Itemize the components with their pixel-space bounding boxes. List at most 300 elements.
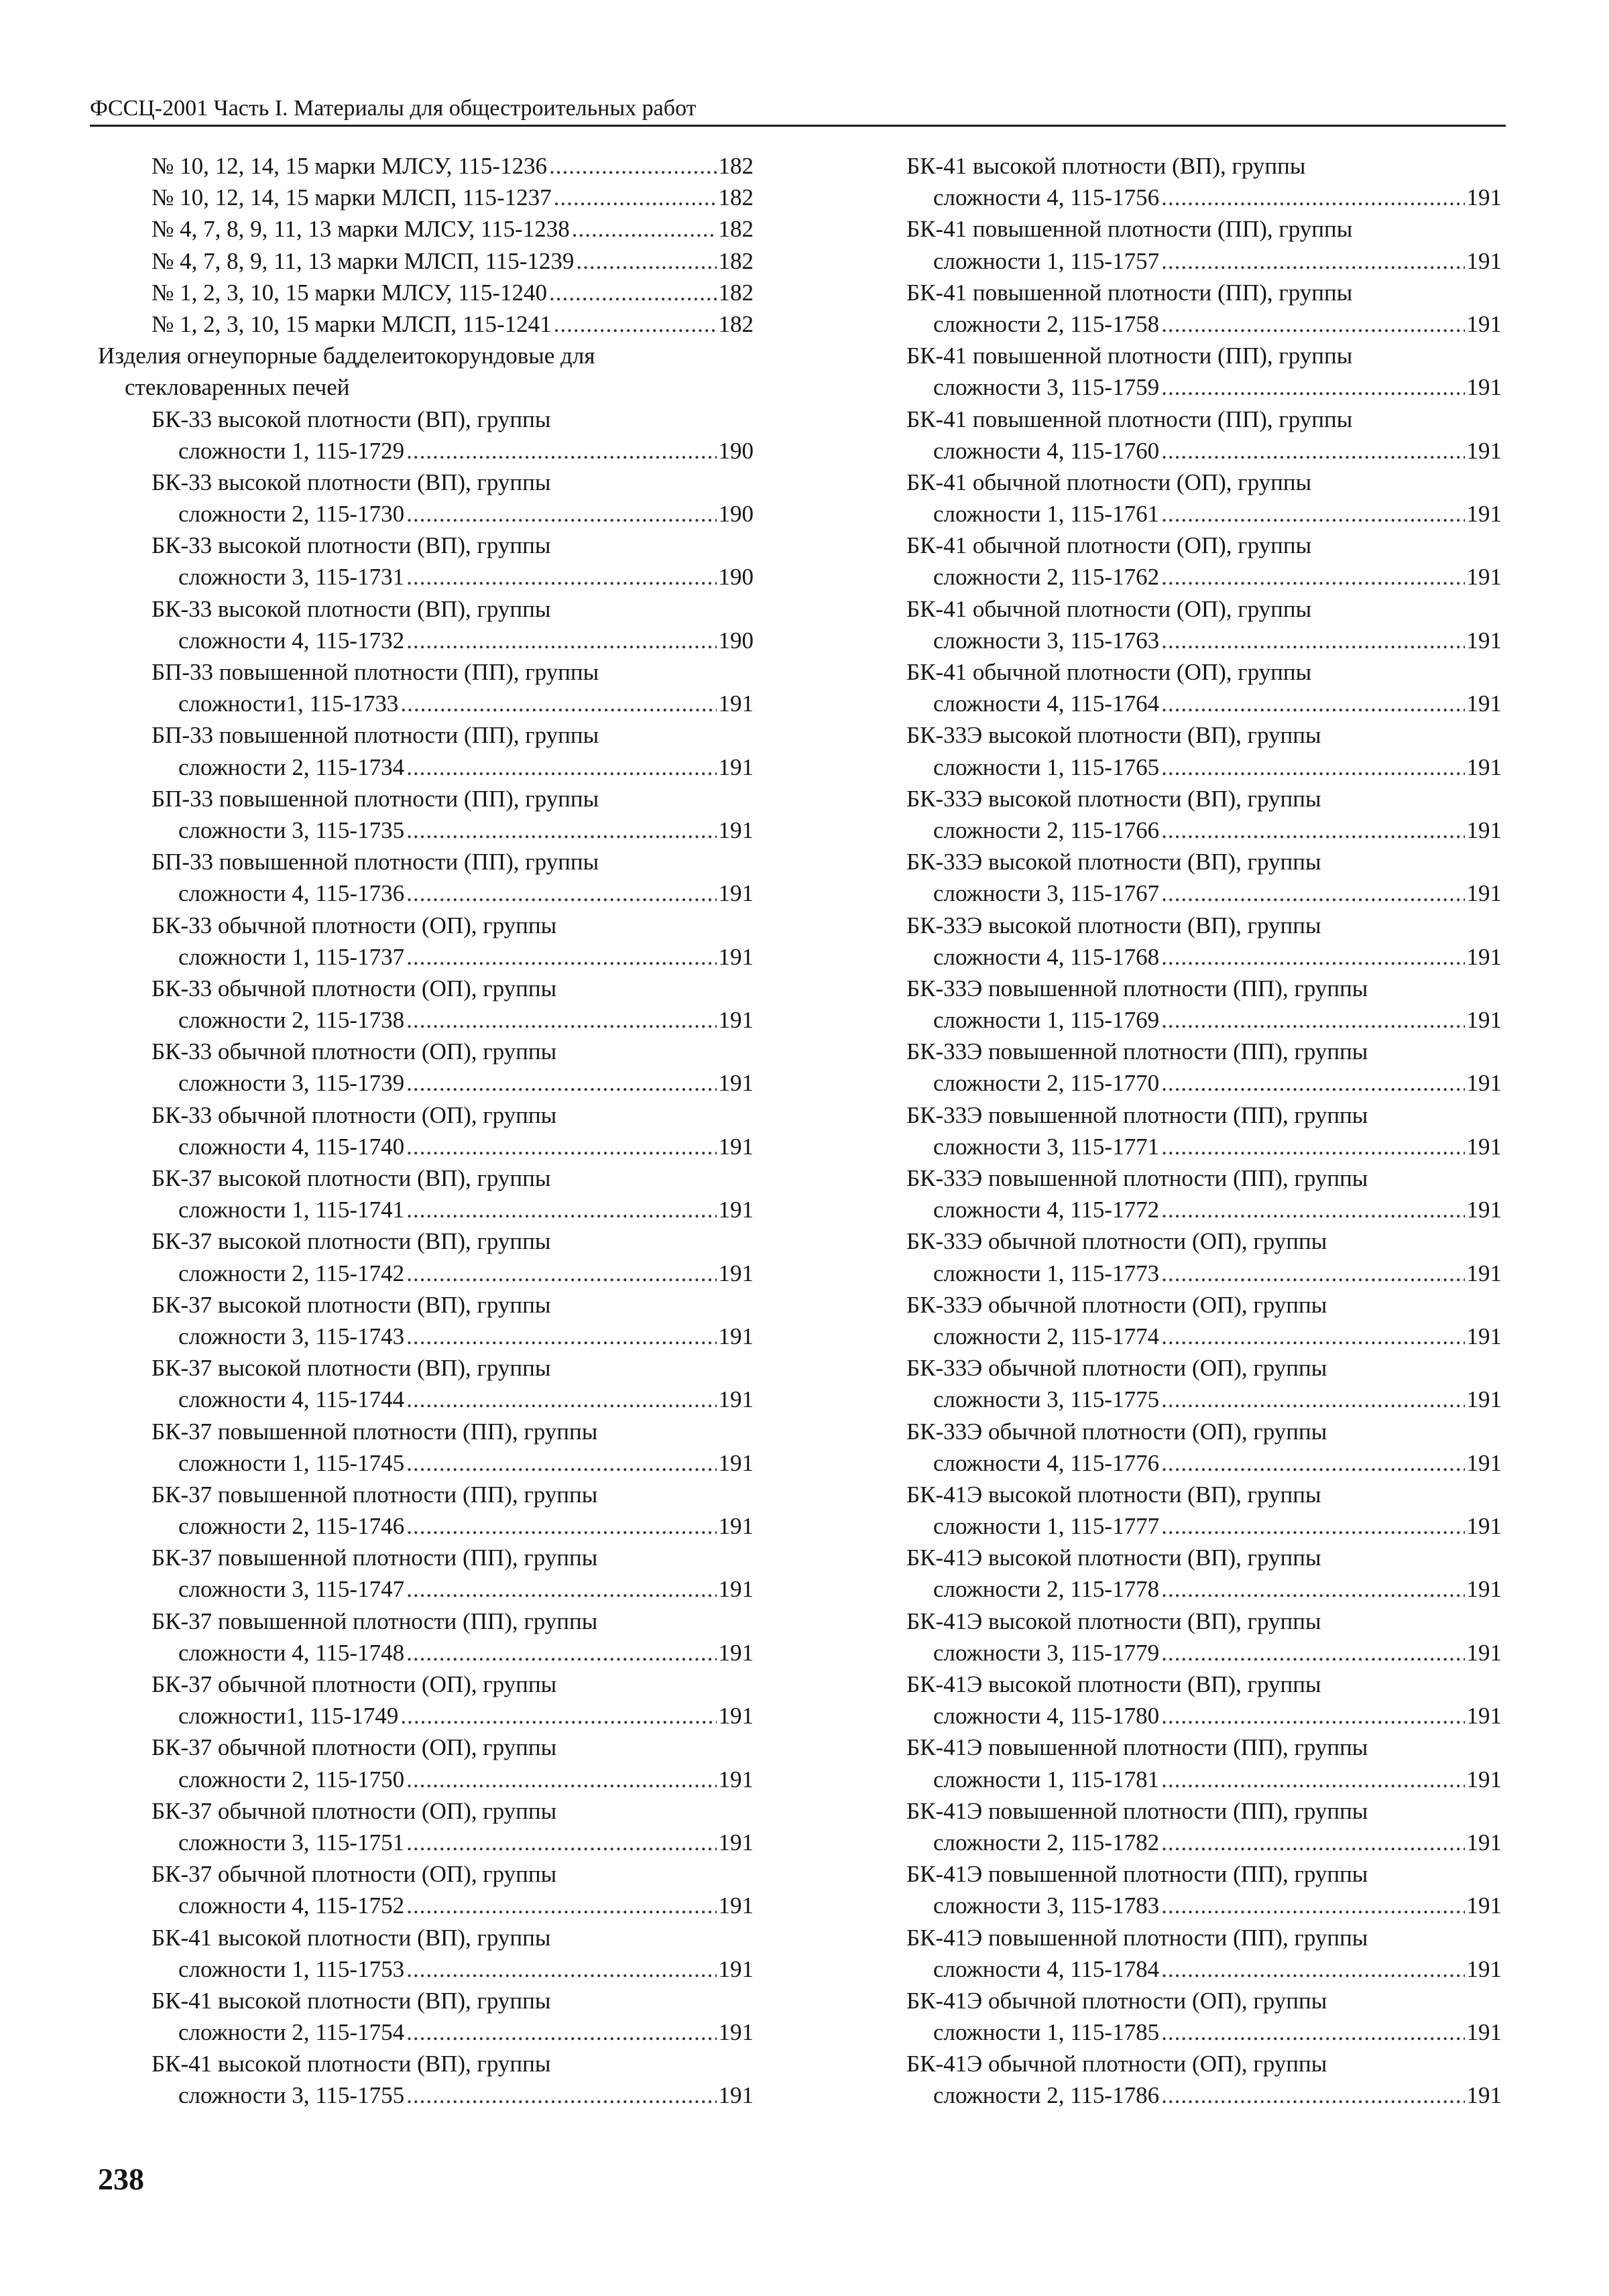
- index-entry-text: БК-33 высокой плотности (ВП), группы: [152, 532, 551, 559]
- dot-leader: [1161, 1573, 1464, 1605]
- index-entry: [906, 1416, 1502, 1447]
- index-entry: [906, 1573, 1502, 1605]
- index-entry-text: БК-41Э повышенной плотности (ПП), группы: [906, 1797, 1368, 1824]
- index-entry-text: БК-33Э высокой плотности (ВП), группы: [906, 912, 1321, 939]
- index-entry: [906, 1953, 1502, 1985]
- index-entry-text: сложности 1, 115-1729: [178, 437, 405, 464]
- index-entry-page: 190: [718, 501, 754, 528]
- dot-leader: [554, 308, 717, 340]
- dot-leader: [572, 213, 717, 245]
- index-entry-text: БК-33 обычной плотности (ОП), группы: [152, 1038, 557, 1065]
- index-entry: [906, 1321, 1502, 1352]
- index-entry-page: 191: [1466, 753, 1502, 780]
- dot-leader: [406, 1764, 716, 1795]
- index-entry-page: 191: [718, 1197, 754, 1223]
- dot-leader: [576, 245, 716, 277]
- dot-leader: [1161, 1447, 1464, 1479]
- index-entry-page: 191: [1466, 943, 1502, 970]
- index-entry-text: сложности 1, 115-1761: [933, 501, 1160, 528]
- index-entry-text: сложности 3, 115-1751: [178, 1829, 405, 1856]
- index-entry-text: сложности 2, 115-1786: [933, 2082, 1160, 2109]
- index-entry-text: БК-41Э обычной плотности (ОП), группы: [906, 2051, 1327, 2077]
- index-entry-page: 191: [718, 1829, 754, 1856]
- index-entry: [906, 1258, 1502, 1289]
- dot-leader: [400, 1700, 716, 1732]
- dot-leader: [406, 1321, 716, 1352]
- index-entry-text: сложности1, 115-1749: [178, 1703, 399, 1730]
- index-entry-text: БК-33 высокой плотности (ВП), группы: [152, 406, 551, 432]
- index-entry-text: сложности 2, 115-1738: [178, 1007, 405, 1034]
- index-entry-text: БК-33Э повышенной плотности (ПП), группы: [906, 1038, 1368, 1065]
- index-entry: [906, 1131, 1502, 1162]
- index-entry: [98, 371, 754, 403]
- dot-leader: [1161, 2079, 1464, 2111]
- index-entry: [906, 277, 1502, 308]
- index-entry-text: № 1, 2, 3, 10, 15 марки МЛСУ, 115-1240: [152, 279, 547, 306]
- index-entry-text: БК-41 высокой плотности (ВП), группы: [152, 2051, 551, 2077]
- index-entry: [906, 1447, 1502, 1479]
- index-entry-page: 191: [1466, 1070, 1502, 1097]
- index-entry-text: БК-33Э повышенной плотности (ПП), группы: [906, 975, 1368, 1002]
- index-entry-text: сложности1, 115-1733: [178, 690, 399, 717]
- index-entry-text: сложности 4, 115-1756: [933, 184, 1160, 211]
- dot-leader: [549, 277, 717, 308]
- dot-leader: [1161, 878, 1464, 909]
- dot-leader: [406, 1573, 716, 1605]
- index-entry-page: 191: [1466, 1955, 1502, 1982]
- index-entry-text: БК-41 повышенной плотности (ПП), группы: [906, 406, 1353, 432]
- index-entry: [906, 1764, 1502, 1795]
- dot-leader: [406, 1067, 716, 1099]
- index-entry-text: БК-41Э обычной плотности (ОП), группы: [906, 1987, 1327, 2014]
- index-entry: [98, 1700, 754, 1732]
- index-entry-page: 191: [718, 1070, 754, 1097]
- dot-leader: [1161, 1067, 1464, 1099]
- index-entry-text: БК-41 повышенной плотности (ПП), группы: [906, 216, 1353, 243]
- index-entry-text: БК-37 повышенной плотности (ПП), группы: [152, 1418, 598, 1445]
- index-entry-text: БК-41Э повышенной плотности (ПП), группы: [906, 1734, 1368, 1761]
- index-entry-page: 191: [1466, 1007, 1502, 1034]
- index-entry: [906, 245, 1502, 277]
- index-entry: [98, 150, 754, 182]
- index-entry: [906, 751, 1502, 783]
- index-entry-text: БК-41 обычной плотности (ОП), группы: [906, 659, 1312, 685]
- index-entry: [906, 593, 1502, 625]
- index-entry: [98, 783, 754, 814]
- index-column-left: [98, 150, 754, 2112]
- dot-leader: [1161, 245, 1464, 277]
- index-entry-page: 191: [718, 880, 754, 907]
- index-entry-text: сложности 3, 115-1739: [178, 1070, 405, 1097]
- index-entry-page: 182: [718, 153, 754, 179]
- index-entry-page: 191: [718, 1323, 754, 1349]
- index-entry-page: 191: [1466, 1260, 1502, 1286]
- index-entry-text: БК-41 повышенной плотности (ПП), группы: [906, 279, 1353, 306]
- index-entry: [98, 846, 754, 878]
- dot-leader: [406, 2079, 716, 2111]
- index-entry-text: сложности 3, 115-1731: [178, 564, 405, 591]
- index-entry-text: сложности 3, 115-1743: [178, 1323, 405, 1349]
- index-entry: [906, 1352, 1502, 1384]
- index-entry-text: сложности 1, 115-1765: [933, 753, 1160, 780]
- dot-leader: [406, 1258, 716, 1289]
- index-entry-text: БК-33Э высокой плотности (ВП), группы: [906, 785, 1321, 812]
- dot-leader: [1161, 561, 1464, 593]
- index-entry: [906, 182, 1502, 213]
- index-entry-text: сложности 4, 115-1736: [178, 880, 405, 907]
- index-entry-text: сложности 4, 115-1764: [933, 690, 1160, 717]
- index-entry: [98, 1573, 754, 1605]
- index-entry-text: БК-41 высокой плотности (ВП), группы: [906, 153, 1306, 179]
- index-entry-text: № 1, 2, 3, 10, 15 марки МЛСП, 115-1241: [152, 310, 552, 337]
- dot-leader: [1161, 308, 1464, 340]
- index-entry-page: 191: [718, 1007, 754, 1034]
- index-entry-text: БК-37 высокой плотности (ВП), группы: [152, 1165, 551, 1191]
- index-entry: [98, 404, 754, 435]
- index-entry-text: БК-41Э высокой плотности (ВП), группы: [906, 1481, 1321, 1508]
- index-entry-text: сложности 4, 115-1732: [178, 627, 405, 654]
- index-entry: [98, 719, 754, 751]
- dot-leader: [1161, 625, 1464, 656]
- index-entry: [906, 1890, 1502, 1921]
- index-entry: [98, 625, 754, 656]
- index-entry: [98, 340, 754, 371]
- index-entry: [98, 593, 754, 625]
- index-entry: [906, 1985, 1502, 2016]
- index-entry-page: 191: [718, 1703, 754, 1730]
- index-entry: [98, 182, 754, 213]
- index-entry-page: 191: [718, 1386, 754, 1413]
- index-entry: [906, 150, 1502, 182]
- dot-leader: [406, 498, 716, 530]
- dot-leader: [1161, 1258, 1464, 1289]
- index-entry-text: сложности 1, 115-1745: [178, 1449, 405, 1476]
- index-entry-page: 191: [718, 1766, 754, 1793]
- index-entry-text: БК-33Э повышенной плотности (ПП), группы: [906, 1165, 1368, 1191]
- index-entry: [906, 340, 1502, 371]
- index-entry-text: БК-37 высокой плотности (ВП), группы: [152, 1228, 551, 1255]
- index-entry-page: 191: [1466, 1386, 1502, 1413]
- index-entry: [98, 1131, 754, 1162]
- index-entry-text: БК-33Э обычной плотности (ОП), группы: [906, 1418, 1327, 1445]
- index-entry: [906, 1067, 1502, 1099]
- dot-leader: [406, 1447, 716, 1479]
- index-entry-page: 190: [718, 627, 754, 654]
- index-entry-text: № 4, 7, 8, 9, 11, 13 марки МЛСП, 115-1239: [152, 247, 575, 274]
- index-entry-page: 191: [1466, 880, 1502, 907]
- dot-leader: [1161, 814, 1464, 846]
- index-entry-page: 191: [1466, 2019, 1502, 2046]
- index-entry-page: 191: [1466, 2082, 1502, 2109]
- index-entry: [906, 1004, 1502, 1036]
- dot-leader: [406, 878, 716, 909]
- dot-leader: [1161, 941, 1464, 973]
- index-entry-text: сложности 4, 115-1752: [178, 1892, 405, 1919]
- index-entry-page: 191: [718, 690, 754, 717]
- index-entry-text: БП-33 повышенной плотности (ПП), группы: [152, 659, 599, 685]
- index-entry-text: сложности 3, 115-1771: [933, 1133, 1160, 1160]
- index-entry: [906, 2079, 1502, 2111]
- index-entry: [98, 1321, 754, 1352]
- index-entry: [906, 530, 1502, 561]
- index-entry-text: БК-33Э обычной плотности (ОП), группы: [906, 1228, 1327, 1255]
- running-head: ФССЦ-2001 Часть I. Материалы для общестроительных работ: [90, 95, 1506, 127]
- index-entry: [98, 1922, 754, 1953]
- index-entry-text: БК-37 обычной плотности (ОП), группы: [152, 1671, 557, 1697]
- index-entry-page: 191: [718, 817, 754, 843]
- dot-leader: [1161, 1890, 1464, 1921]
- index-entry-page: 191: [718, 2019, 754, 2046]
- index-entry-text: БК-37 повышенной плотности (ПП), группы: [152, 1608, 598, 1634]
- index-entry-page: 191: [718, 1955, 754, 1982]
- index-entry-text: сложности 1, 115-1785: [933, 2019, 1160, 2046]
- index-entry: [98, 1416, 754, 1447]
- index-entry: [98, 1827, 754, 1858]
- index-entry-text: БК-37 обычной плотности (ОП), группы: [152, 1861, 557, 1888]
- dot-leader: [406, 814, 716, 846]
- index-entry-text: БК-33 обычной плотности (ОП), группы: [152, 1101, 557, 1128]
- index-entry: [906, 783, 1502, 814]
- index-entry-text: БК-37 высокой плотности (ВП), группы: [152, 1355, 551, 1382]
- index-entry: [906, 973, 1502, 1004]
- index-entry-text: сложности 3, 115-1775: [933, 1386, 1160, 1413]
- dot-leader: [1161, 1194, 1464, 1225]
- dot-leader: [406, 1131, 716, 1162]
- index-entry-page: 191: [718, 2082, 754, 2109]
- index-entry: [98, 498, 754, 530]
- index-entry-page: 191: [718, 753, 754, 780]
- index-entry-text: сложности 1, 115-1773: [933, 1260, 1160, 1286]
- dot-leader: [406, 1004, 716, 1036]
- index-entry-text: БК-41 высокой плотности (ВП), группы: [152, 1987, 551, 2014]
- index-entry-text: БП-33 повышенной плотности (ПП), группы: [152, 722, 599, 749]
- index-entry: [98, 878, 754, 909]
- index-entry-page: 191: [718, 1260, 754, 1286]
- index-entry-text: сложности 3, 115-1779: [933, 1639, 1160, 1666]
- index-entry-text: БК-41 обычной плотности (ОП), группы: [906, 595, 1312, 622]
- index-entry: [906, 1922, 1502, 1953]
- index-entry: [98, 435, 754, 467]
- index-entry-text: БК-37 повышенной плотности (ПП), группы: [152, 1545, 598, 1571]
- index-entry: [906, 435, 1502, 467]
- dot-leader: [406, 625, 716, 656]
- index-entry: [906, 878, 1502, 909]
- dot-leader: [406, 435, 716, 467]
- index-entry-text: БК-41 обычной плотности (ОП), группы: [906, 469, 1312, 495]
- index-entry: [98, 1510, 754, 1542]
- index-entry-text: сложности 2, 115-1734: [178, 753, 405, 780]
- index-entry-text: сложности 4, 115-1744: [178, 1386, 405, 1413]
- index-entry: [98, 656, 754, 688]
- index-entry: [906, 1162, 1502, 1194]
- index-entry: [906, 941, 1502, 973]
- index-entry-text: БК-41Э высокой плотности (ВП), группы: [906, 1608, 1321, 1634]
- index-entry-text: сложности 2, 115-1742: [178, 1260, 405, 1286]
- index-entry: [906, 1289, 1502, 1321]
- index-entry: [98, 941, 754, 973]
- index-entry: [906, 2016, 1502, 2048]
- index-entry: [98, 1479, 754, 1510]
- index-entry-text: сложности 3, 115-1759: [933, 374, 1160, 401]
- index-entry: [98, 1447, 754, 1479]
- index-entry-text: сложности 2, 115-1782: [933, 1829, 1160, 1856]
- index-entry-text: сложности 3, 115-1767: [933, 880, 1160, 907]
- dot-leader: [1161, 182, 1464, 213]
- index-entry-text: сложности 3, 115-1755: [178, 2082, 405, 2109]
- index-entry: [906, 846, 1502, 878]
- index-entry: [906, 1669, 1502, 1700]
- index-entry: [906, 1225, 1502, 1257]
- page-number: 238: [98, 2162, 144, 2196]
- index-entry-page: 191: [718, 1576, 754, 1603]
- index-entry-text: сложности 2, 115-1758: [933, 310, 1160, 337]
- index-entry-page: 191: [1466, 564, 1502, 591]
- index-entry: [98, 1384, 754, 1415]
- index-entry: [98, 1858, 754, 1890]
- index-entry-text: сложности 2, 115-1774: [933, 1323, 1160, 1349]
- index-entry-page: 190: [718, 564, 754, 591]
- index-entry-text: сложности 3, 115-1735: [178, 817, 405, 843]
- index-entry: [98, 530, 754, 561]
- dot-leader: [406, 1637, 716, 1669]
- index-entry: [906, 688, 1502, 719]
- index-entry: [906, 498, 1502, 530]
- index-entry-page: 191: [1466, 1197, 1502, 1223]
- index-entry-page: 191: [718, 1449, 754, 1476]
- index-entry-text: сложности 1, 115-1777: [933, 1513, 1160, 1540]
- index-entry-text: сложности 4, 115-1740: [178, 1133, 405, 1160]
- index-entry-page: 182: [718, 310, 754, 337]
- index-entry-text: сложности 3, 115-1747: [178, 1576, 405, 1603]
- dot-leader: [1161, 435, 1464, 467]
- index-entry: [98, 2016, 754, 2048]
- index-entry: [906, 1510, 1502, 1542]
- index-entry-text: БК-33Э обычной плотности (ОП), группы: [906, 1355, 1327, 1382]
- index-entry-text: сложности 3, 115-1783: [933, 1892, 1160, 1919]
- dot-leader: [406, 1510, 716, 1542]
- index-entry: [98, 1004, 754, 1036]
- index-entry-page: 191: [1466, 1892, 1502, 1919]
- dot-leader: [1161, 371, 1464, 403]
- index-entry-page: 182: [718, 247, 754, 274]
- index-entry: [906, 719, 1502, 751]
- index-entry-page: 191: [718, 1639, 754, 1666]
- index-entry-page: 191: [1466, 1703, 1502, 1730]
- index-entry: [98, 561, 754, 593]
- index-entry-text: сложности 2, 115-1766: [933, 817, 1160, 843]
- index-entry: [906, 1827, 1502, 1858]
- index-entry: [98, 814, 754, 846]
- index-entry-text: сложности 2, 115-1762: [933, 564, 1160, 591]
- index-entry-text: сложности 1, 115-1769: [933, 1007, 1160, 1034]
- dot-leader: [406, 1384, 716, 1415]
- index-entry: [98, 277, 754, 308]
- index-entry-text: БК-37 высокой плотности (ВП), группы: [152, 1291, 551, 1318]
- index-entry-text: БК-41Э повышенной плотности (ПП), группы: [906, 1861, 1368, 1888]
- index-entry: [906, 656, 1502, 688]
- index-entry-text: сложности 4, 115-1784: [933, 1955, 1160, 1982]
- dot-leader: [1161, 1004, 1464, 1036]
- dot-leader: [1161, 1953, 1464, 1985]
- index-entry: [906, 2048, 1502, 2079]
- index-entry-page: 182: [718, 216, 754, 243]
- index-entry: [98, 1606, 754, 1637]
- index-entry-text: сложности 4, 115-1760: [933, 437, 1160, 464]
- index-entry: [906, 371, 1502, 403]
- index-entry: [98, 1732, 754, 1763]
- index-entry-page: 191: [718, 943, 754, 970]
- dot-leader: [406, 751, 716, 783]
- index-entry-page: 191: [1466, 690, 1502, 717]
- index-entry: [98, 1099, 754, 1131]
- index-entry: [98, 1036, 754, 1067]
- index-entry-page: 191: [1466, 1449, 1502, 1476]
- index-entry-page: 191: [1466, 1766, 1502, 1793]
- index-entry: [98, 973, 754, 1004]
- index-entry-page: 190: [718, 437, 754, 464]
- index-entry-text: № 10, 12, 14, 15 марки МЛСП, 115-1237: [152, 184, 552, 211]
- index-entry-text: БК-33Э повышенной плотности (ПП), группы: [906, 1101, 1368, 1128]
- index-entry: [98, 1162, 754, 1194]
- index-entry-text: № 4, 7, 8, 9, 11, 13 марки МЛСУ, 115-1238: [152, 216, 570, 243]
- index-entry: [98, 1067, 754, 1099]
- index-entry-text: БП-33 повышенной плотности (ПП), группы: [152, 849, 599, 875]
- dot-leader: [406, 2016, 716, 2048]
- dot-leader: [406, 561, 716, 593]
- index-entry-page: 182: [718, 279, 754, 306]
- index-entry-page: 191: [1466, 817, 1502, 843]
- index-entry-text: БК-41Э высокой плотности (ВП), группы: [906, 1671, 1321, 1697]
- index-entry: [98, 751, 754, 783]
- index-entry: [98, 1953, 754, 1985]
- index-entry: [98, 2079, 754, 2111]
- index-entry-text: сложности 2, 115-1746: [178, 1513, 405, 1540]
- index-entry-text: сложности 1, 115-1781: [933, 1766, 1160, 1793]
- index-entry-page: 191: [1466, 247, 1502, 274]
- index-entry: [906, 1099, 1502, 1131]
- index-entry-text: БК-41Э высокой плотности (ВП), группы: [906, 1545, 1321, 1571]
- dot-leader: [406, 1890, 716, 1921]
- index-entry: [98, 1194, 754, 1225]
- index-entry-text: сложности 4, 115-1772: [933, 1197, 1160, 1223]
- dot-leader: [406, 1953, 716, 1985]
- index-entry: [906, 467, 1502, 498]
- index-entry-text: БК-33Э высокой плотности (ВП), группы: [906, 722, 1321, 749]
- index-entry-text: сложности 1, 115-1741: [178, 1197, 405, 1223]
- index-entry-text: БК-41Э повышенной плотности (ПП), группы: [906, 1924, 1368, 1951]
- index-entry: [906, 814, 1502, 846]
- index-entry: [906, 561, 1502, 593]
- index-entry-text: сложности 1, 115-1753: [178, 1955, 405, 1982]
- dot-leader: [406, 1827, 716, 1858]
- index-entry: [906, 1732, 1502, 1763]
- dot-leader: [1161, 498, 1464, 530]
- index-entry-page: 191: [1466, 437, 1502, 464]
- dot-leader: [1161, 751, 1464, 783]
- index-entry-text: БК-33 обычной плотности (ОП), группы: [152, 975, 557, 1002]
- index-entry: [98, 213, 754, 245]
- index-entry-page: 191: [718, 1513, 754, 1540]
- index-entry-text: сложности 2, 115-1770: [933, 1070, 1160, 1097]
- dot-leader: [1161, 1510, 1464, 1542]
- index-entry: [98, 1225, 754, 1257]
- index-entry-text: БК-33 обычной плотности (ОП), группы: [152, 912, 557, 939]
- index-entry-text: № 10, 12, 14, 15 марки МЛСУ, 115-1236: [152, 153, 547, 179]
- dot-leader: [1161, 2016, 1464, 2048]
- index-entry-text: БК-33Э высокой плотности (ВП), группы: [906, 849, 1321, 875]
- index-entry-page: 191: [1466, 310, 1502, 337]
- index-entry: [98, 1542, 754, 1573]
